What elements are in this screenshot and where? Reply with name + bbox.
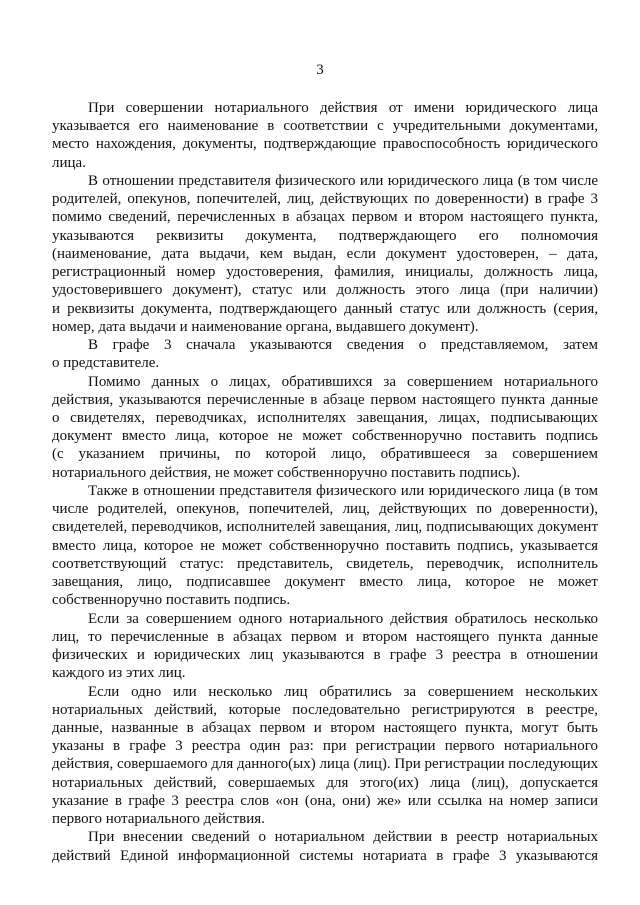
paragraph (52, 172, 598, 336)
text-line: лиц, то перечисленные в абзацах первом и втором настоящего пункта данные (52, 628, 598, 645)
text-line: регистрационный номер удостоверения, фамилия, инициалы, должность лица, (52, 264, 598, 281)
text-line: завещания, лицо, подписавшее документ вместо лица, которое не может (52, 574, 598, 591)
text-line: собственноручно поставить подпись. (52, 592, 291, 609)
text-line: Помимо данных о лицах, обратившихся за совершением нотариального (88, 373, 598, 390)
text-line: нотариального действия, не может собственноручно поставить подпись). (52, 464, 521, 481)
text-line: нотариальных действий, совершаемых для этого(их) лица (лиц), допускается (52, 774, 598, 791)
text-line: каждого из этих лиц. (52, 665, 186, 682)
text-line: и реквизиты документа, подтверждающего данный статус или должность (серия, (52, 300, 598, 317)
text-line: номер, дата выдачи и наименование органа, выдавшего документ). (52, 318, 479, 335)
text-line: действия, указываются перечисленные в абзаце первом настоящего пункта данные (52, 391, 598, 408)
text-line: действия, совершаемого для данного(ых) лица (лиц). При регистрации последующих (52, 756, 599, 773)
paragraph (52, 683, 598, 829)
paragraph (52, 482, 598, 610)
document-body (52, 99, 598, 865)
text-line: При внесении сведений о нотариальном действии в реестр нотариальных (88, 829, 598, 846)
text-line: о свидетелях, переводчиках, исполнителях завещания, лицах, подписывающих (52, 409, 598, 426)
text-line: При совершении нотариального действия от имени юридического лица (88, 100, 598, 116)
paragraph (52, 336, 598, 372)
text-line: числе родителей, опекунов, попечителей, лиц, действующих по доверенности), (52, 501, 598, 518)
text-line: вместо лица, которое не может собственноручно поставить подпись, указывается (52, 537, 598, 554)
text-line: Если за совершением одного нотариального действия обратилось несколько (88, 610, 598, 627)
text-line: свидетелей, переводчиков, исполнителей завещания, лиц, подписывающих документ (52, 519, 598, 536)
page-number: 3 (316, 62, 324, 78)
text-line: Также в отношении представителя физического или юридического лица (в том (88, 482, 598, 499)
text-line: В графе 3 сначала указываются сведения о представляемом, затем (88, 337, 598, 354)
text-line: (с указанием причины, по которой лицо, обратившееся за совершением (52, 446, 598, 463)
text-line: документ вместо лица, которое не может собственноручно поставить подпись (52, 428, 598, 445)
text-line: указание в графе 3 реестра слов «он (она, они) же» или ссылка на номер записи (52, 792, 598, 809)
paragraph (52, 828, 598, 864)
text-line: данные, названные в абзацах первом и втором настоящего пункта, могут быть (52, 719, 598, 736)
text-line: указаны в графе 3 реестра один раз: при регистрации первого нотариального (52, 738, 598, 755)
text-line: (наименование, дата выдачи, кем выдан, если документ удостоверен, – дата, (52, 245, 598, 262)
paragraph (52, 99, 598, 172)
text-line: Если одно или несколько лиц обратились за совершением нескольких (88, 683, 598, 700)
text-line: лица. (52, 154, 86, 171)
text-line: физических и юридических лиц указываются в графе 3 реестра в отношении (52, 647, 598, 664)
text-line: первого нотариального действия. (52, 811, 265, 828)
text-line: действий Единой информационной системы нотариата в графе 3 указываются (52, 847, 598, 864)
paragraph (52, 373, 598, 482)
text-line: В отношении представителя физического или юридического лица (в том числе (88, 172, 598, 189)
text-line: родителей, опекунов, попечителей, лиц, действующих по доверенности) в графе 3 (52, 191, 598, 208)
text-line: помимо сведений, перечисленных в абзацах первом и втором настоящего пункта, (52, 209, 598, 226)
text-line: указывается его наименование в соответствии с учредительными документами, (52, 118, 598, 135)
text-line: указываются реквизиты документа, подтверждающего его полномочия (52, 227, 598, 244)
paragraph (52, 610, 598, 683)
text-line: место нахождения, документы, подтверждающие правоспособность юридического (52, 136, 598, 153)
text-line: соответствующий статус: представитель, свидетель, переводчик, исполнитель (52, 555, 598, 572)
text-line: о представителе. (52, 355, 160, 372)
text-line: нотариальных действий, которые последовательно регистрируются в реестре, (52, 701, 598, 718)
text-line: удостоверившего документ), статус или должность этого лица (при наличии) (52, 282, 598, 299)
